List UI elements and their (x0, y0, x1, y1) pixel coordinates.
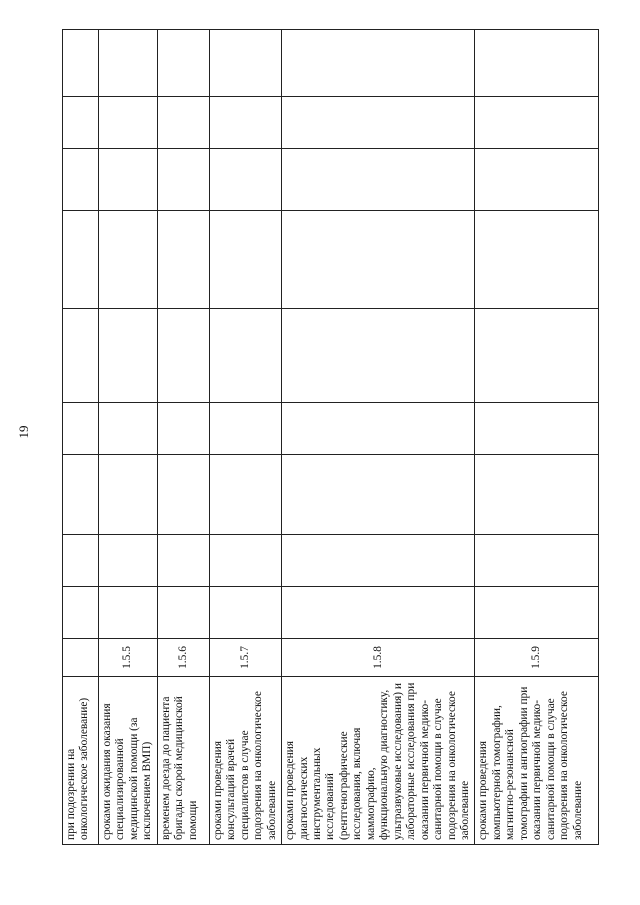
value-cell (209, 97, 281, 149)
value-cell (282, 211, 475, 309)
page-number: 19 (16, 425, 31, 439)
indicator-code-cell: 1.5.6 (157, 639, 209, 677)
indicator-code-cell: 1.5.5 (99, 639, 158, 677)
value-cell (99, 587, 158, 639)
value-cell (99, 535, 158, 587)
value-cell (63, 149, 99, 211)
value-cell (63, 97, 99, 149)
value-cell (475, 30, 599, 97)
value-cell (99, 30, 158, 97)
value-cell (282, 149, 475, 211)
value-cell (99, 97, 158, 149)
value-cell (475, 535, 599, 587)
table-row (99, 30, 158, 845)
value-cell (475, 403, 599, 455)
value-cell (63, 309, 99, 403)
indicator-code-cell: 1.5.7 (209, 639, 281, 677)
indicator-name-cell: сроками проведения консультаций врачей специалистов в случае подозрения на онкологическое заболевание (209, 677, 281, 845)
value-cell (99, 211, 158, 309)
value-cell (282, 535, 475, 587)
value-cell (157, 97, 209, 149)
value-cell (157, 149, 209, 211)
table-row (63, 30, 99, 845)
table-row (209, 30, 281, 845)
value-cell (63, 30, 99, 97)
value-cell (209, 535, 281, 587)
value-cell (475, 455, 599, 535)
value-cell (282, 97, 475, 149)
table-row (282, 30, 475, 845)
value-cell (209, 309, 281, 403)
value-cell (99, 309, 158, 403)
value-cell (157, 403, 209, 455)
value-cell (99, 149, 158, 211)
value-cell (63, 535, 99, 587)
value-cell (475, 587, 599, 639)
value-cell (209, 587, 281, 639)
value-cell (475, 97, 599, 149)
value-cell (99, 403, 158, 455)
value-cell (157, 211, 209, 309)
value-cell (282, 403, 475, 455)
table-area (62, 30, 584, 845)
indicator-name-cell: временем доезда до пациента бригады скорой медицинской помощи (157, 677, 209, 845)
table-row (157, 30, 209, 845)
value-cell (157, 535, 209, 587)
indicator-name-cell: сроками ожидания оказания специализированной медицинской помощи (за исключением ВМП) (99, 677, 158, 845)
indicator-code-cell: 1.5.8 (282, 639, 475, 677)
value-cell (475, 309, 599, 403)
value-cell (157, 587, 209, 639)
value-cell (475, 149, 599, 211)
value-cell (282, 587, 475, 639)
value-cell (209, 455, 281, 535)
indicator-code-cell: 1.5.9 (475, 639, 599, 677)
value-cell (99, 455, 158, 535)
value-cell (63, 211, 99, 309)
table-row (475, 30, 599, 845)
indicator-name-cell: при подозрении на онкологическое заболевание) (63, 677, 99, 845)
value-cell (63, 403, 99, 455)
value-cell (282, 455, 475, 535)
value-cell (209, 403, 281, 455)
value-cell (63, 455, 99, 535)
value-cell (209, 30, 281, 97)
value-cell (282, 309, 475, 403)
indicator-code-cell (63, 639, 99, 677)
value-cell (157, 309, 209, 403)
value-cell (475, 211, 599, 309)
value-cell (209, 211, 281, 309)
value-cell (63, 587, 99, 639)
indicator-table (62, 29, 599, 845)
value-cell (157, 455, 209, 535)
value-cell (209, 149, 281, 211)
value-cell (157, 30, 209, 97)
value-cell (282, 30, 475, 97)
indicator-name-cell: сроками проведения диагностических инструментальных исследований (рентгенографические исследования, включая маммографию, функциональную диагностику, ультразвуковые исследования) и лабораторные исследования при оказании первичной медико-санитарной помощи в случае подозрения на онкологическое заболевание (282, 677, 475, 845)
indicator-name-cell: сроками проведения компьютерной томографии, магнитно-резонансной томографии и ангиографии при оказании первичной медико-санитарной помощи в случае подозрения на онкологическое заболевание (475, 677, 599, 845)
